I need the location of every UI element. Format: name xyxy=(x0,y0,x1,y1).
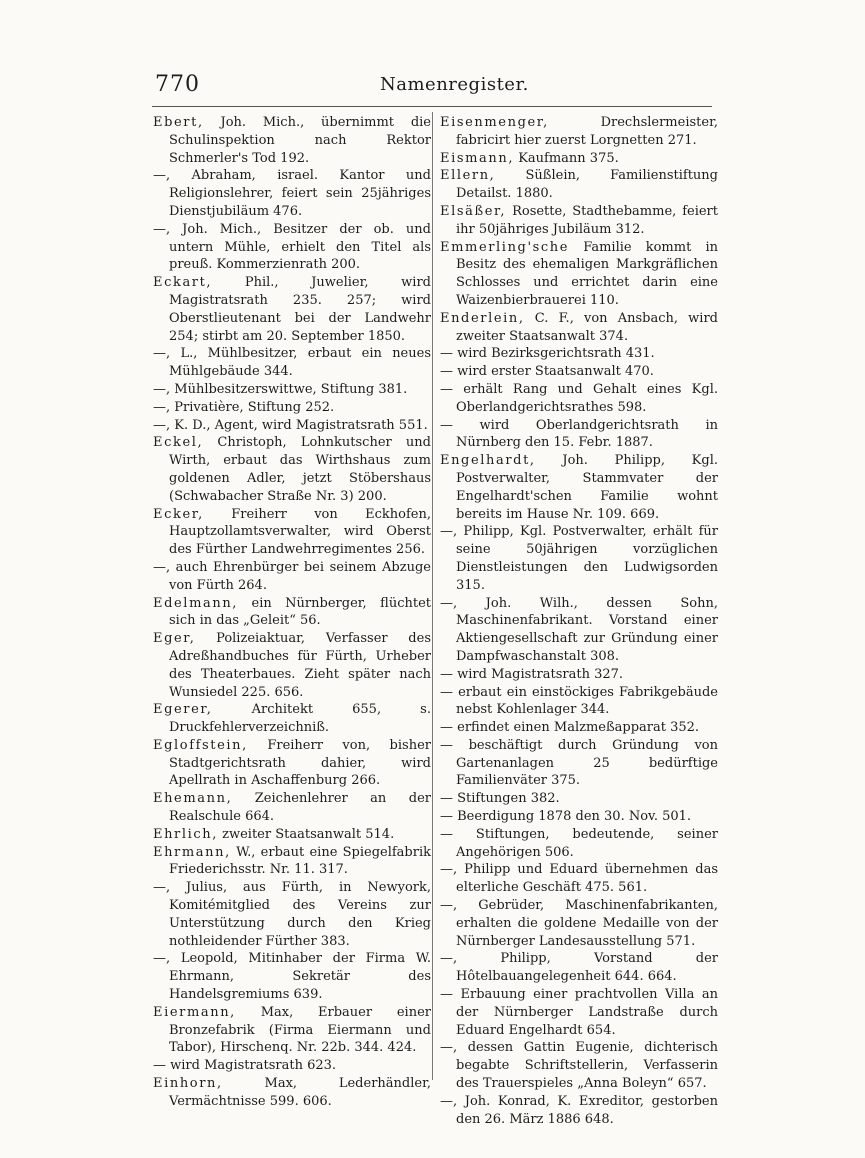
entry-text: Zeichenlehrer an der Realschule 664. xyxy=(169,791,431,825)
entry-text: zweiter Staatsanwalt 514. xyxy=(217,826,395,842)
entry-text: — Stiftungen 382. xyxy=(440,791,560,807)
index-entry xyxy=(153,844,431,880)
entry-text: W., erbaut eine Spiegelfabrik Friederichsstr. Nr. 11. 317. xyxy=(169,844,431,878)
entry-headword: Ebert, xyxy=(153,115,204,130)
entry-headword: Ellern, xyxy=(440,168,496,184)
index-entry xyxy=(153,417,431,435)
entry-headword: Edelmann, xyxy=(153,595,239,611)
index-entry xyxy=(153,345,431,381)
index-entry xyxy=(153,1057,431,1075)
index-entry xyxy=(440,381,718,417)
index-entry xyxy=(440,737,718,790)
entry-text: —, Philipp, Kgl. Postverwalter, erhält für seine 50jährigen vorzüglichen Dienstleistungen den Ludwigsorden 315. xyxy=(440,524,718,593)
entry-text: — wird Magistratsrath 327. xyxy=(440,666,624,682)
index-entry xyxy=(440,345,718,363)
entry-text: —, Mühlbesitzerswittwe, Stiftung 381. xyxy=(153,381,408,397)
index-entry xyxy=(153,559,431,595)
index-entry xyxy=(440,684,718,720)
entry-text: —, Privatière, Stiftung 252. xyxy=(153,399,335,415)
entry-text: — wird Oberlandgerichtsrath in Nürnberg den 15. Febr. 1887. xyxy=(440,417,718,451)
entry-text: Joh. Mich., übernimmt die Schulinspektion nach Rektor Schmerler's Tod 192. xyxy=(169,115,431,166)
entry-headword: Eiermann, xyxy=(153,1004,236,1020)
index-entry xyxy=(153,399,431,417)
entry-text: Polizeiaktuar, Verfasser des Adreßhandbuches für Fürth, Urheber des Theaterbaues. Zieht später nach Wunsiedel 225. 656. xyxy=(169,631,431,700)
entry-text: —, Philipp, Vorstand der Hôtelbauangelegenheit 644. 664. xyxy=(440,951,718,985)
entry-text: —, K. D., Agent, wird Magistratsrath 551. xyxy=(153,417,428,433)
index-entry xyxy=(153,737,431,790)
entry-text: — erbaut ein einstöckiges Fabrikgebäude nebst Kohlenlager 344. xyxy=(440,684,718,718)
index-entry xyxy=(440,897,718,950)
entry-text: Max, Lederhändler, Vermächtnisse 599. 606. xyxy=(169,1076,431,1109)
index-entry xyxy=(153,506,431,559)
entry-text: —, Abraham, israel. Kantor und Religionslehrer, feiert sein 25jähriges Dienstjubiläum 476. xyxy=(153,168,431,219)
index-entry xyxy=(440,666,718,684)
index-entry xyxy=(153,114,431,167)
entry-text: —, Joh. Wilh., dessen Sohn, Maschinenfabrikant. Vorstand einer Aktiengesellschaft zur Gründung einer Dampfwaschanstalt 308. xyxy=(440,595,718,664)
entry-headword: Ecker, xyxy=(153,506,204,522)
index-entry xyxy=(440,523,718,594)
entry-text: Süßlein, Familienstiftung Detailst. 1880. xyxy=(456,168,718,202)
index-entry xyxy=(153,950,431,1003)
index-entry xyxy=(153,595,431,631)
entry-text: — wird Magistratsrath 623. xyxy=(153,1058,337,1074)
entry-headword: Emmerling'sche xyxy=(440,239,570,255)
index-entry xyxy=(440,203,718,239)
page-number: 770 xyxy=(155,72,200,97)
entry-text: —, Joh. Konrad, K. Exreditor, gestorben den 26. März 1886 648. xyxy=(440,1093,718,1127)
entry-text: Kaufmann 375. xyxy=(514,150,619,166)
index-entry xyxy=(440,417,718,453)
entry-headword: Ehrmann, xyxy=(153,844,231,860)
entry-text: Joh. Philipp, Kgl. Postverwalter, Stammvater der Engelhardt'schen Familie wohnt bereits im Hause Nr. 109. 669. xyxy=(456,453,718,522)
entry-text: —, Leopold, Mitinhaber der Firma W. Ehrmann, Sekretär des Handelsgremiums 639. xyxy=(153,951,431,1003)
index-entry xyxy=(440,150,718,168)
entry-text: Familie kommt in Besitz des ehemaligen Markgräflichen Schlosses und errichtet darin eine Waizenbierbrauerei 110. xyxy=(456,239,718,308)
entry-text: — erhält Rang und Gehalt eines Kgl. Oberlandgerichtsrathes 598. xyxy=(440,381,718,415)
index-entry xyxy=(440,595,718,666)
index-entry xyxy=(440,986,718,1039)
entry-text: Freiherr von Eckhofen, Hauptzollamtsverwalter, wird Oberst des Fürther Landwehrregimentes 256. xyxy=(169,506,431,558)
index-column-left xyxy=(153,114,431,1111)
entry-headword: Engelhardt, xyxy=(440,453,536,469)
entry-text: —, L., Mühlbesitzer, erbaut ein neues Mühlgebäude 344. xyxy=(153,346,431,380)
entry-text: — Erbauung einer prachtvollen Villa an der Nürnberger Landstraße durch Eduard Engelhardt 654. xyxy=(440,987,718,1038)
index-entry xyxy=(153,381,431,399)
index-entry xyxy=(153,167,431,220)
running-head-title: Namenregister. xyxy=(380,74,529,95)
entry-headword: Enderlein, xyxy=(440,310,525,326)
index-entry xyxy=(153,1075,431,1111)
entry-text: — wird erster Staatsanwalt 470. xyxy=(440,364,654,380)
entry-headword: Eismann, xyxy=(440,150,515,166)
entry-text: Phil., Juwelier, wird Magistratsrath 235. 257; wird Oberstlieutenant bei der Landwehr 254; stirbt am 20. September 1850. xyxy=(169,275,431,344)
entry-headword: Ehemann, xyxy=(153,791,233,807)
header-rule xyxy=(152,106,712,107)
index-entry xyxy=(153,221,431,274)
index-entry xyxy=(153,879,431,950)
entry-headword: Eckel, xyxy=(153,435,204,451)
index-entry xyxy=(440,950,718,986)
entry-headword: Ehrlich, xyxy=(153,826,218,842)
entry-text: —, Gebrüder, Maschinenfabrikanten, erhalten die goldene Medaille von der Nürnberger Landesausstellung 571. xyxy=(440,898,718,949)
index-entry xyxy=(440,310,718,346)
entry-text: Freiherr von, bisher Stadtgerichtsrath dahier, wird Apellrath in Aschaffenburg 266. xyxy=(169,737,431,789)
entry-headword: Egloffstein, xyxy=(153,737,248,753)
entry-text: — beschäftigt durch Gründung von Gartenanlagen 25 bedürftige Familienväter 375. xyxy=(440,737,718,789)
index-entry xyxy=(440,1039,718,1092)
index-entry xyxy=(440,1093,718,1129)
entry-text: — erfindet einen Malzmeßapparat 352. xyxy=(440,720,700,736)
index-entry xyxy=(440,790,718,808)
index-entry xyxy=(440,826,718,862)
entry-text: —, dessen Gattin Eugenie, dichterisch begabte Schriftstellerin, Verfasserin des Trauerspieles „Anna Boleyn“ 657. xyxy=(440,1040,718,1092)
entry-headword: Elsäßer, xyxy=(440,203,507,219)
index-entry xyxy=(153,630,431,701)
entry-headword: Eckart, xyxy=(153,275,213,291)
entry-text: —, Julius, aus Fürth, in Newyork, Komitémitglied des Vereins zur Unterstützung durch den Krieg nothleidender Fürther 383. xyxy=(153,880,431,949)
entry-text: Christoph, Lohnkutscher und Wirth, erbaut das Wirthshaus zum goldenen Adler, jetzt Stöbershaus (Schwabacher Straße Nr. 3) 200. xyxy=(169,435,431,504)
entry-text: Max, Erbauer einer Bronzefabrik (Firma Eiermann und Tabor), Hirschenq. Nr. 22b. 344. 424. xyxy=(169,1004,431,1056)
entry-text: —, Joh. Mich., Besitzer der ob. und untern Mühle, erhielt den Titel als preuß. Kommerzienrath 200. xyxy=(153,221,431,273)
entry-text: Drechslermeister, fabricirt hier zuerst Lorgnetten 271. xyxy=(456,115,718,148)
entry-text: — wird Bezirksgerichtsrath 431. xyxy=(440,346,655,362)
entry-text: C. F., von Ansbach, wird zweiter Staatsanwalt 374. xyxy=(456,310,718,344)
index-entry xyxy=(440,808,718,826)
column-divider xyxy=(432,112,433,1080)
index-entry xyxy=(153,434,431,505)
entry-text: — Stiftungen, bedeutende, seiner Angehörigen 506. xyxy=(440,826,718,860)
index-entry xyxy=(153,274,431,345)
index-entry xyxy=(440,452,718,523)
entry-headword: Eisenmenger, xyxy=(440,115,549,130)
index-entry xyxy=(440,239,718,310)
index-entry xyxy=(440,363,718,381)
entry-headword: Egerer, xyxy=(153,702,213,718)
index-entry xyxy=(153,1004,431,1057)
entry-text: —, Philipp und Eduard übernehmen das elterliche Geschäft 475. 561. xyxy=(440,862,718,896)
entry-headword: Einhorn, xyxy=(153,1076,223,1092)
index-entry xyxy=(440,861,718,897)
entry-text: Rosette, Stadthebamme, feiert ihr 50jähriges Jubiläum 312. xyxy=(456,203,718,237)
entry-text: — Beerdigung 1878 den 30. Nov. 501. xyxy=(440,809,692,825)
index-entry xyxy=(153,790,431,826)
entry-text: —, auch Ehrenbürger bei seinem Abzuge von Fürth 264. xyxy=(153,559,431,593)
index-column-right xyxy=(440,114,718,1128)
entry-headword: Eger, xyxy=(153,631,196,647)
index-entry xyxy=(153,701,431,737)
index-entry xyxy=(440,167,718,203)
entry-text: Architekt 655, s. Druckfehlerverzeichniß. xyxy=(169,702,431,736)
index-entry xyxy=(153,826,431,844)
index-entry xyxy=(440,114,718,150)
index-entry xyxy=(440,719,718,737)
entry-text: ein Nürnberger, flüchtet sich in das „Geleit“ 56. xyxy=(169,595,431,629)
